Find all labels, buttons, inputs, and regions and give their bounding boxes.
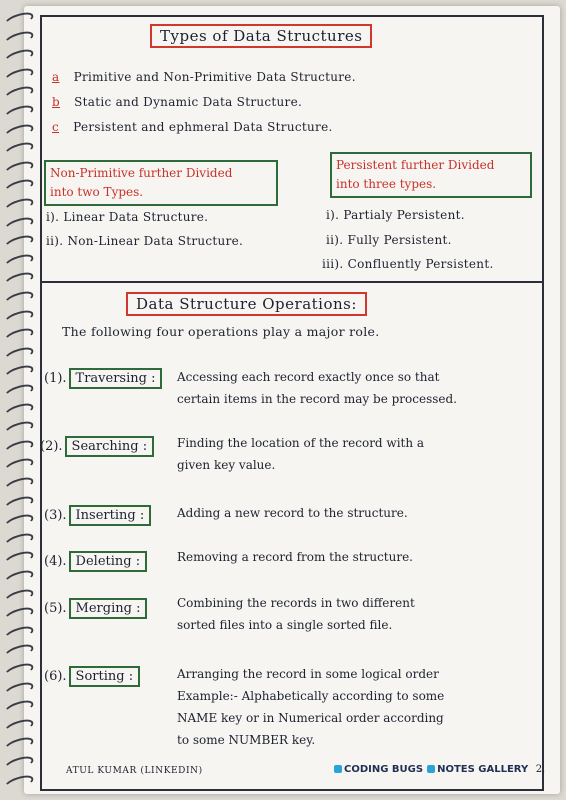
spiral-binding [0, 0, 34, 800]
spiral-ring [3, 28, 35, 49]
operation-name: Deleting : [69, 551, 148, 572]
non-primitive-heading-box [44, 160, 278, 206]
desc-line: Adding a new record to the structure. [177, 506, 408, 520]
persistent-item-2: ii). Fully Persistent. [326, 233, 452, 247]
watermark [330, 764, 545, 775]
spiral-ring [3, 84, 35, 105]
type-marker-c: c [52, 120, 60, 134]
non-primitive-heading-line2: into two Types. [50, 185, 144, 199]
operation-deleting-desc [177, 546, 517, 568]
type-text-a: Primitive and Non-Primitive Data Structure. [73, 70, 356, 84]
spiral-ring [3, 475, 35, 496]
spiral-ring [3, 326, 35, 347]
type-marker-b: b [52, 95, 60, 109]
operation-merging-label [44, 598, 147, 619]
spiral-ring [3, 289, 35, 310]
desc-line: Removing a record from the structure. [177, 550, 413, 564]
spiral-ring [3, 716, 35, 737]
operation-searching-desc [177, 432, 517, 476]
type-item-b [52, 95, 302, 109]
operations-intro: The following four operations play a major role. [62, 324, 380, 339]
spiral-ring [3, 10, 35, 31]
type-marker-a: a [52, 70, 60, 84]
non-primitive-item-2: ii). Non-Linear Data Structure. [46, 234, 244, 248]
operation-inserting-desc [177, 502, 517, 524]
operation-name: Searching : [65, 436, 155, 457]
operation-inserting-label [44, 505, 151, 526]
spiral-ring [3, 754, 35, 775]
type-text-b: Static and Dynamic Data Structure. [74, 95, 303, 109]
operation-number: (6). [44, 669, 67, 684]
spiral-ring [3, 698, 35, 719]
page-number: 2. [535, 764, 546, 775]
operation-name: Inserting : [69, 505, 152, 526]
desc-line: Accessing each record exactly once so that [177, 370, 440, 384]
spiral-ring [3, 530, 35, 551]
spiral-ring [3, 65, 35, 86]
operation-number: (2). [40, 439, 63, 454]
watermark-text-1: CODING BUGS [344, 764, 424, 775]
spiral-ring [3, 158, 35, 179]
operation-merging-desc [177, 592, 517, 636]
desc-line: Finding the location of the record with a [177, 436, 425, 450]
desc-line: NAME key or in Numerical order according [177, 711, 444, 725]
spiral-ring [3, 568, 35, 589]
type-text-c: Persistent and ephmeral Data Structure. [73, 120, 333, 134]
spiral-ring [3, 196, 35, 217]
type-item-a [52, 70, 356, 84]
desc-line: sorted files into a single sorted file. [177, 618, 393, 632]
spiral-ring [3, 47, 35, 68]
type-item-c [52, 120, 333, 134]
spiral-ring [3, 456, 35, 477]
spiral-ring [3, 307, 35, 328]
spiral-ring [3, 251, 35, 272]
operation-deleting-label [44, 551, 147, 572]
spiral-ring [3, 623, 35, 644]
spiral-ring [3, 437, 35, 458]
spiral-ring [3, 344, 35, 365]
spiral-ring [3, 605, 35, 626]
spiral-ring [3, 400, 35, 421]
notes-gallery-icon [427, 765, 435, 773]
spiral-ring [3, 140, 35, 161]
spiral-ring [3, 363, 35, 384]
operation-number: (1). [44, 371, 67, 386]
spiral-ring [3, 214, 35, 235]
persistent-heading-line1: Persistent further Divided [336, 158, 495, 172]
non-primitive-item-1: i). Linear Data Structure. [46, 210, 209, 224]
spiral-ring [3, 586, 35, 607]
desc-line: Combining the records in two different [177, 596, 415, 610]
operation-searching-label [40, 436, 154, 457]
spiral-ring [3, 642, 35, 663]
desc-line: Example:- Alphabetically according to some [177, 689, 445, 703]
spiral-ring [3, 419, 35, 440]
spiral-ring [3, 493, 35, 514]
spiral-ring [3, 382, 35, 403]
operation-number: (3). [44, 508, 67, 523]
spiral-ring [3, 735, 35, 756]
spiral-ring [3, 679, 35, 700]
persistent-item-3: iii). Confluently Persistent. [322, 257, 494, 271]
operation-number: (4). [44, 554, 67, 569]
persistent-heading-box [330, 152, 532, 198]
persistent-heading-line2: into three types. [336, 177, 437, 191]
spiral-ring [3, 772, 35, 793]
section1-title: Types of Data Structures [150, 24, 372, 48]
desc-line: to some NUMBER key. [177, 733, 316, 747]
operation-name: Sorting : [69, 666, 141, 687]
author-credit: ATUL KUMAR (LINKEDIN) [66, 766, 203, 776]
spiral-ring [3, 177, 35, 198]
spiral-ring [3, 270, 35, 291]
non-primitive-heading-line1: Non-Primitive further Divided [50, 166, 233, 180]
operation-traversing-label [44, 368, 162, 389]
persistent-item-1: i). Partialy Persistent. [326, 208, 465, 222]
section-divider [40, 281, 542, 283]
desc-line: certain items in the record may be processed. [177, 392, 457, 406]
section2-title: Data Structure Operations: [126, 292, 367, 316]
desc-line: Arranging the record in some logical order [177, 667, 439, 681]
operation-name: Merging : [69, 598, 148, 619]
spiral-ring [3, 549, 35, 570]
operation-sorting-label [44, 666, 140, 687]
spiral-ring [3, 121, 35, 142]
spiral-ring [3, 103, 35, 124]
operation-name: Traversing : [69, 368, 163, 389]
operation-number: (5). [44, 601, 67, 616]
desc-line: given key value. [177, 458, 276, 472]
watermark-text-2: NOTES GALLERY [437, 764, 529, 775]
operation-sorting-desc [177, 663, 517, 751]
operation-traversing-desc [177, 366, 517, 410]
spiral-ring [3, 661, 35, 682]
spiral-ring [3, 233, 35, 254]
coding-bugs-icon [334, 765, 342, 773]
spiral-ring [3, 512, 35, 533]
